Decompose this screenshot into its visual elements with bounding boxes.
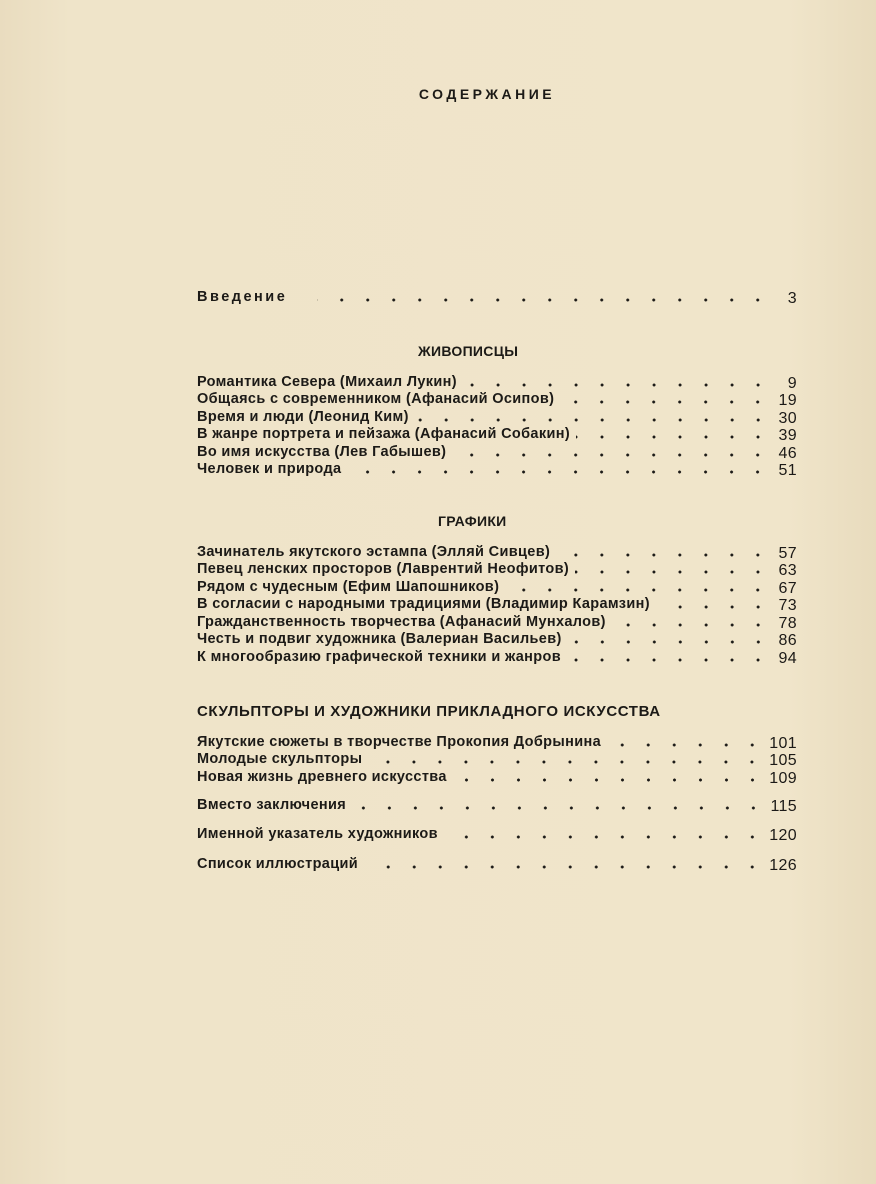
entry-page: 109 bbox=[769, 769, 797, 787]
entry-label: Молодые скульпторы bbox=[197, 751, 363, 767]
entry-page: 105 bbox=[769, 752, 797, 769]
toc-section-sculptors bbox=[197, 732, 797, 785]
section-heading: ГРАФИКИ bbox=[438, 513, 507, 529]
dot-leader bbox=[415, 417, 771, 423]
dot-leader bbox=[347, 469, 771, 475]
entry-label: Введение bbox=[197, 288, 288, 305]
toc-entry[interactable] bbox=[197, 542, 797, 560]
toc-entry[interactable] bbox=[197, 732, 797, 750]
entry-page: 19 bbox=[778, 392, 797, 409]
toc-entry[interactable] bbox=[197, 795, 797, 813]
entry-label: Во имя искусства (Лев Габышев) bbox=[197, 443, 447, 460]
entry-label: Время и люди (Леонид Ким) bbox=[197, 408, 409, 425]
toc-section-painters bbox=[197, 372, 797, 477]
dot-leader bbox=[453, 777, 765, 783]
dot-leader bbox=[368, 759, 765, 765]
entry-page: 3 bbox=[787, 289, 797, 307]
entry-page: 94 bbox=[778, 649, 797, 667]
toc-entry[interactable] bbox=[197, 407, 797, 425]
entry-page: 30 bbox=[778, 409, 797, 427]
section-heading: СКУЛЬПТОРЫ И ХУДОЖНИКИ ПРИКЛАДНОГО ИСКУССТВА bbox=[197, 703, 661, 720]
toc-entry[interactable] bbox=[197, 750, 797, 768]
toc-entry[interactable] bbox=[197, 767, 797, 785]
entry-label: Певец ленских просторов (Лаврентий Неофитов) bbox=[197, 561, 570, 577]
dot-leader bbox=[452, 452, 771, 458]
toc-entry[interactable] bbox=[197, 647, 797, 665]
entry-label: В жанре портрета и пейзажа (Афанасий Собакин) bbox=[197, 426, 570, 442]
entry-page: 39 bbox=[778, 427, 797, 444]
entry-page: 101 bbox=[769, 734, 797, 752]
toc-entry[interactable] bbox=[197, 442, 797, 460]
entry-label: Список иллюстраций bbox=[197, 855, 359, 872]
toc-entry[interactable] bbox=[197, 612, 797, 630]
entry-label: Новая жизнь древнего искусства bbox=[197, 768, 447, 785]
entry-page: 115 bbox=[770, 797, 797, 815]
page-title: СОДЕРЖАНИЕ bbox=[418, 86, 556, 102]
toc-entry[interactable] bbox=[197, 560, 797, 578]
dot-leader bbox=[556, 552, 771, 558]
entry-label: Именной указатель художников bbox=[197, 826, 438, 842]
entry-page: 51 bbox=[778, 462, 797, 479]
entry-page: 63 bbox=[778, 562, 797, 579]
dot-leader bbox=[567, 657, 771, 663]
toc-entry[interactable] bbox=[197, 425, 797, 443]
toc-section-graphic-artists bbox=[197, 542, 797, 665]
toc-entry[interactable] bbox=[197, 825, 797, 843]
entry-label: Гражданственность творчества (Афанасий Мунхалов) bbox=[197, 613, 606, 630]
toc-back-matter bbox=[197, 795, 797, 872]
dot-leader bbox=[317, 297, 771, 303]
entry-label: Общаясь с современником (Афанасий Осипов) bbox=[197, 391, 555, 407]
dot-leader bbox=[463, 382, 771, 388]
toc-entry[interactable] bbox=[197, 460, 797, 478]
dot-leader bbox=[352, 805, 766, 811]
dot-leader bbox=[505, 587, 771, 593]
dot-leader bbox=[444, 834, 765, 840]
entry-label: Романтика Севера (Михаил Лукин) bbox=[197, 373, 457, 390]
entry-label: Вместо заключения bbox=[197, 796, 347, 813]
dot-leader bbox=[568, 639, 771, 645]
dot-leader bbox=[364, 864, 765, 870]
toc-intro bbox=[197, 287, 797, 305]
entry-label: Зачинатель якутского эстампа (Элляй Сивцев) bbox=[197, 543, 551, 560]
toc-entry[interactable] bbox=[197, 390, 797, 408]
entry-label: В согласии с народными традициями (Владимир Карамзин) bbox=[197, 596, 650, 612]
entry-label: Честь и подвиг художника (Валериан Васильев) bbox=[197, 631, 562, 647]
entry-page: 67 bbox=[778, 579, 797, 597]
toc-entry[interactable] bbox=[197, 372, 797, 390]
entry-page: 86 bbox=[778, 632, 797, 649]
dot-leader bbox=[560, 399, 771, 405]
entry-page: 57 bbox=[778, 544, 797, 562]
toc-entry[interactable] bbox=[197, 287, 797, 305]
dot-leader bbox=[576, 434, 771, 440]
toc-entry[interactable] bbox=[197, 595, 797, 613]
entry-page: 46 bbox=[778, 444, 797, 462]
entry-label: К многообразию графической техники и жанров bbox=[197, 648, 561, 665]
section-heading: ЖИВОПИСЦЫ bbox=[418, 343, 519, 359]
dot-leader bbox=[607, 742, 765, 748]
entry-page: 126 bbox=[769, 856, 797, 874]
entry-label: Человек и природа bbox=[197, 461, 342, 477]
dot-leader bbox=[575, 569, 771, 575]
toc-entry[interactable] bbox=[197, 630, 797, 648]
toc-entry[interactable] bbox=[197, 854, 797, 872]
entry-label: Рядом с чудесным (Ефим Шапошников) bbox=[197, 578, 500, 595]
dot-leader bbox=[656, 604, 771, 610]
entry-page: 9 bbox=[787, 374, 797, 392]
entry-page: 120 bbox=[769, 827, 797, 844]
toc-entry[interactable] bbox=[197, 577, 797, 595]
entry-page: 78 bbox=[778, 614, 797, 632]
dot-leader bbox=[612, 622, 771, 628]
entry-label: Якутские сюжеты в творчестве Прокопия Добрынина bbox=[197, 733, 602, 750]
entry-page: 73 bbox=[778, 597, 797, 614]
